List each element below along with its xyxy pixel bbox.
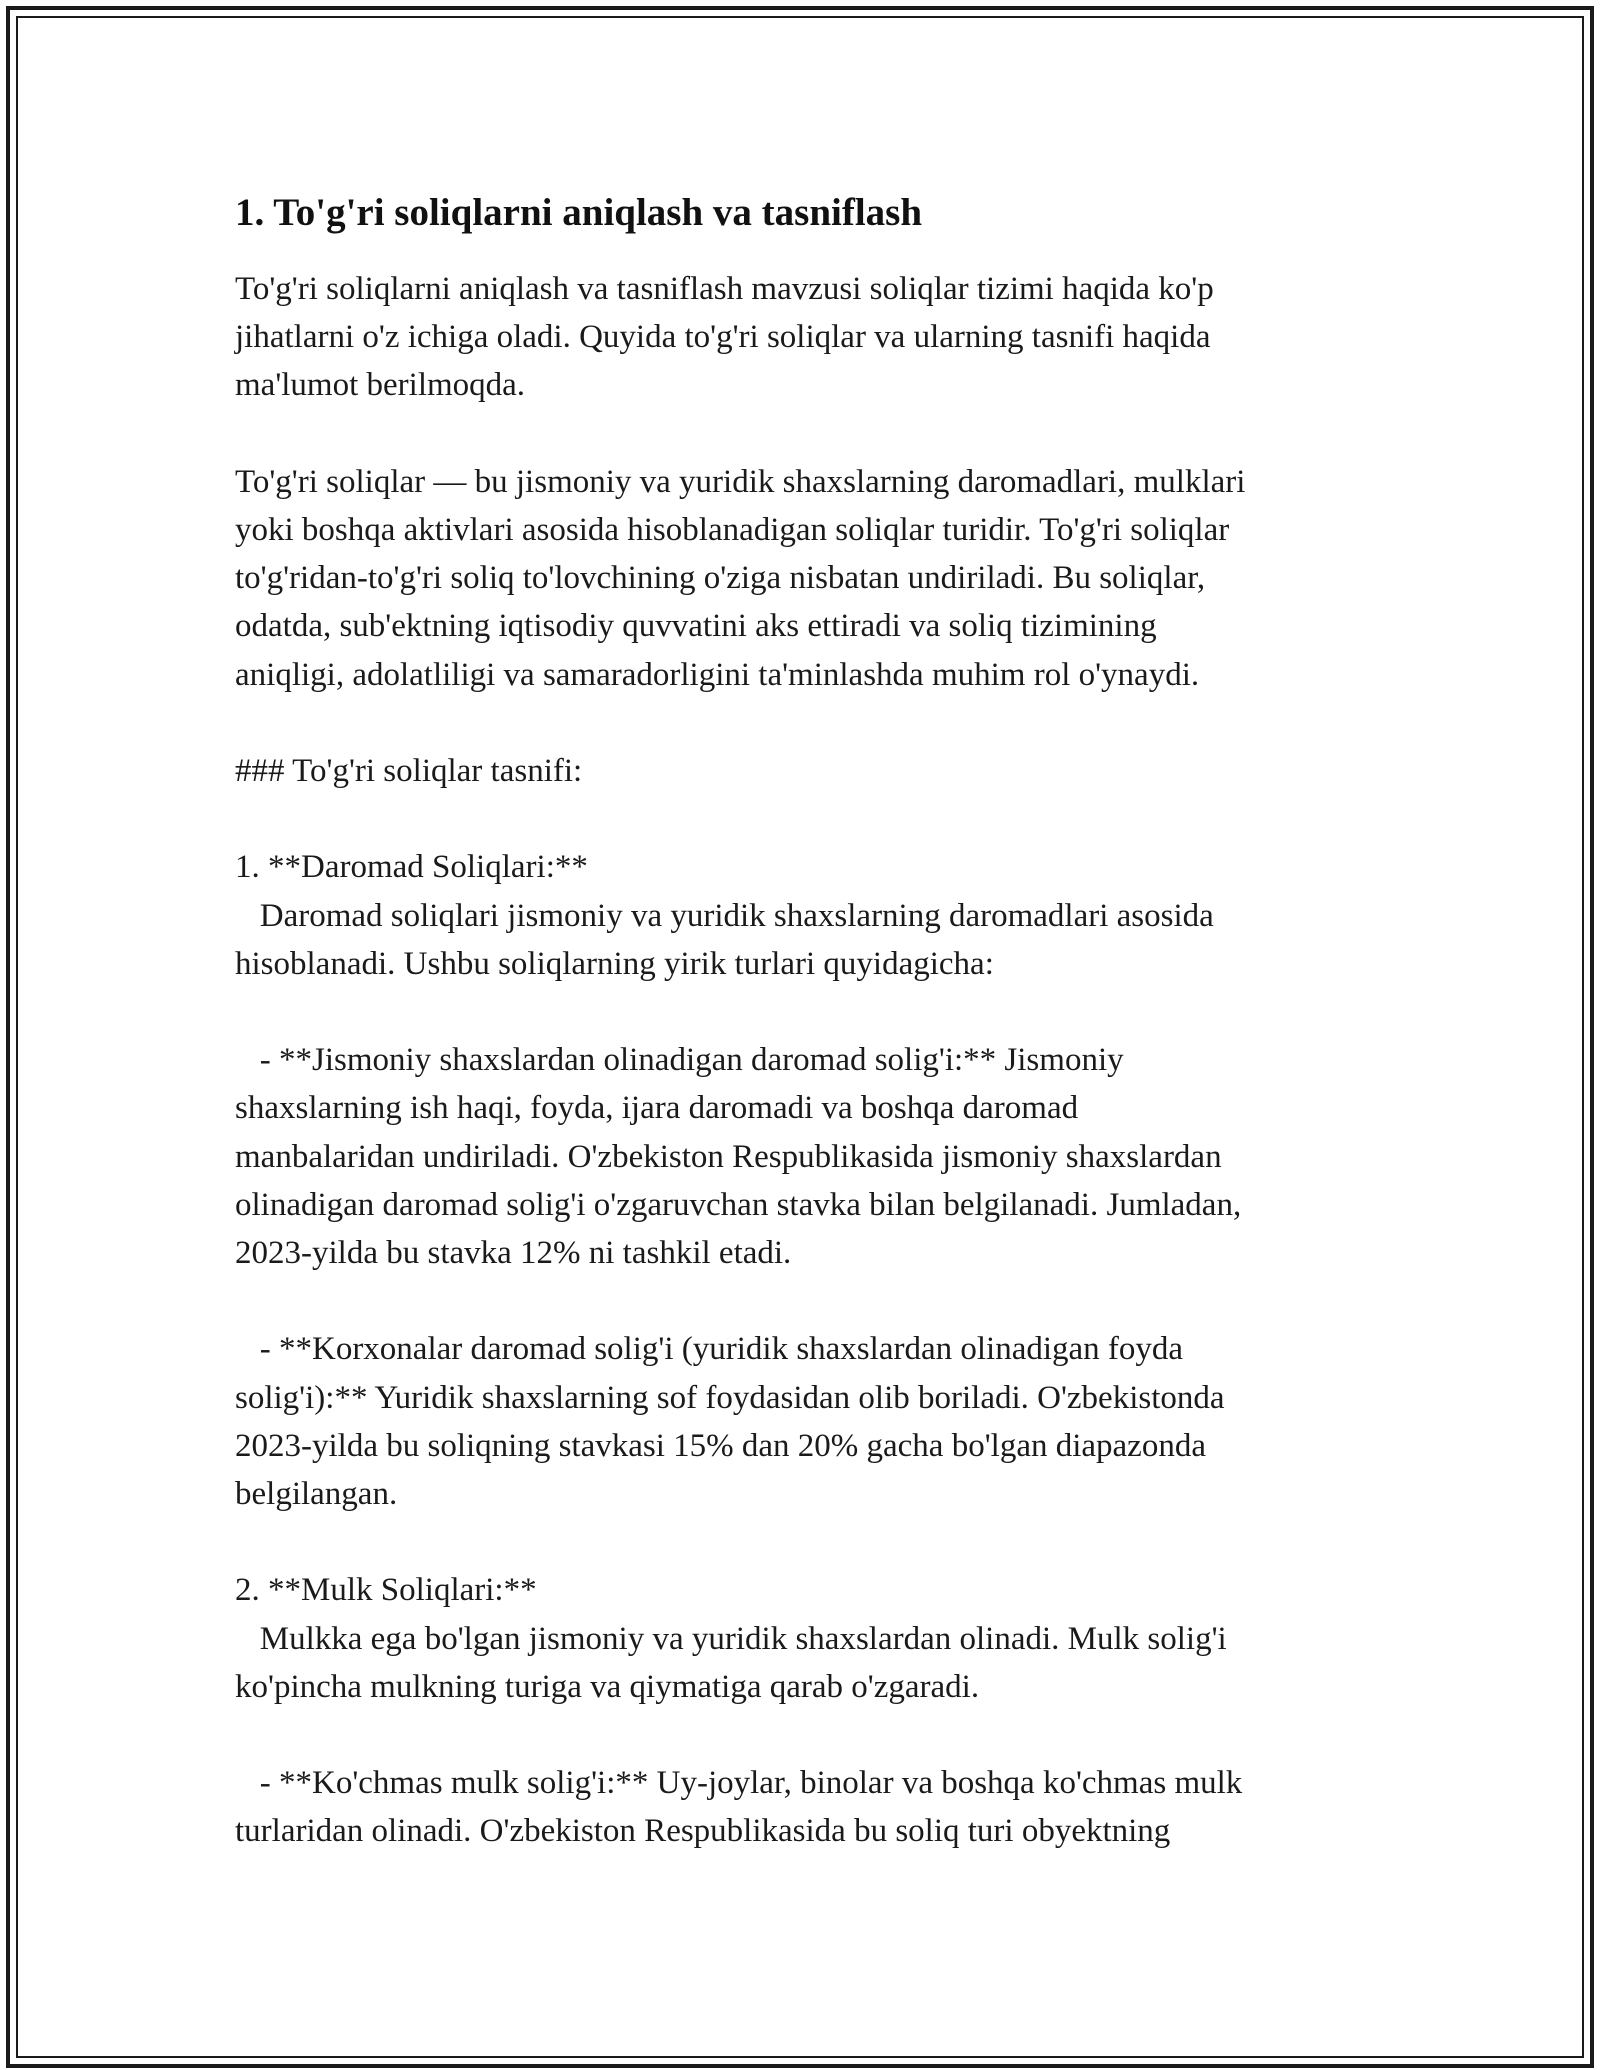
- sublist-item-corporate-income-tax: [235, 1325, 1385, 1518]
- list-item-income-taxes: [235, 843, 1385, 988]
- text-line: To'g'ri soliqlar — bu jismoniy va yuridik shaxslarning daromadlari, mulklari: [235, 463, 1246, 500]
- document-title: 1. To'g'ri soliqlarni aniqlash va tasniflash: [235, 191, 923, 234]
- text-line: 2023-yilda bu soliqning stavkasi 15% dan 20% gacha bo'lgan diapazonda: [235, 1427, 1206, 1464]
- text-line: 1. **Daromad Soliqlari:**: [235, 849, 588, 886]
- text-line: - **Jismoniy shaxslardan olinadigan daromad solig'i:** Jismoniy: [235, 1042, 1124, 1079]
- sublist-item-real-estate-tax: [235, 1759, 1385, 1855]
- text-line: to'g'ridan-to'g'ri soliq to'lovchining o'ziga nisbatan undiriladi. Bu soliqlar,: [235, 560, 1206, 597]
- text-line: Daromad soliqlari jismoniy va yuridik shaxslarning daromadlari asosida: [235, 897, 1214, 934]
- text-line: shaxslarning ish haqi, foyda, ijara daromadi va boshqa daromad: [235, 1090, 1079, 1127]
- paragraph-intro: [235, 265, 1385, 410]
- text-line: - **Korxonalar daromad solig'i (yuridik shaxslardan olinadigan foyda: [235, 1331, 1184, 1368]
- text-line: jihatlarni o'z ichiga oladi. Quyida to'g'ri soliqlar va ularning tasnifi haqida: [235, 319, 1211, 356]
- paragraph-definition: [235, 458, 1385, 699]
- sublist-item-personal-income-tax: [235, 1036, 1385, 1277]
- text-line: olinadigan daromad solig'i o'zgaruvchan stavka bilan belgilanadi. Jumladan,: [235, 1186, 1242, 1223]
- list-item-property-taxes: [235, 1566, 1385, 1711]
- text-line: ma'lumot berilmoqda.: [235, 367, 526, 404]
- text-line: To'g'ri soliqlarni aniqlash va tasniflash mavzusi soliqlar tizimi haqida ko'p: [235, 271, 1214, 307]
- text-line: belgilangan.: [235, 1476, 398, 1512]
- text-line: hisoblanadi. Ushbu soliqlarning yirik turlari quyidagicha:: [235, 945, 994, 982]
- text-line: ### To'g'ri soliqlar tasnifi:: [235, 753, 583, 789]
- text-line: odatda, sub'ektning iqtisodiy quvvatini aks ettiradi va soliq tizimining: [235, 608, 1157, 645]
- text-line: - **Ko'chmas mulk solig'i:** Uy-joylar, binolar va boshqa ko'chmas mulk: [235, 1765, 1243, 1802]
- text-line: turlaridan olinadi. O'zbekiston Respublikasida bu soliq turi obyektning: [235, 1813, 1171, 1850]
- text-line: manbalaridan undiriladi. O'zbekiston Respublikasida jismoniy shaxslardan: [235, 1138, 1222, 1175]
- text-line: 2023-yilda bu stavka 12% ni tashkil etadi.: [235, 1235, 792, 1271]
- text-line: 2. **Mulk Soliqlari:**: [235, 1572, 537, 1609]
- text-line: yoki boshqa aktivlari asosida hisoblanadigan soliqlar turidir. To'g'ri soliqlar: [235, 512, 1230, 548]
- text-line: solig'i):** Yuridik shaxslarning sof foydasidan olib boriladi. O'zbekistonda: [235, 1379, 1225, 1416]
- section-heading: [235, 747, 1385, 795]
- document-body: [235, 183, 1385, 1904]
- text-line: aniqligi, adolatliligi va samaradorligini ta'minlashda muhim rol o'ynaydi.: [235, 656, 1200, 693]
- text-line: ko'pincha mulkning turiga va qiymatiga qarab o'zgaradi.: [235, 1668, 980, 1705]
- text-line: Mulkka ega bo'lgan jismoniy va yuridik shaxslardan olinadi. Mulk solig'i: [235, 1620, 1227, 1657]
